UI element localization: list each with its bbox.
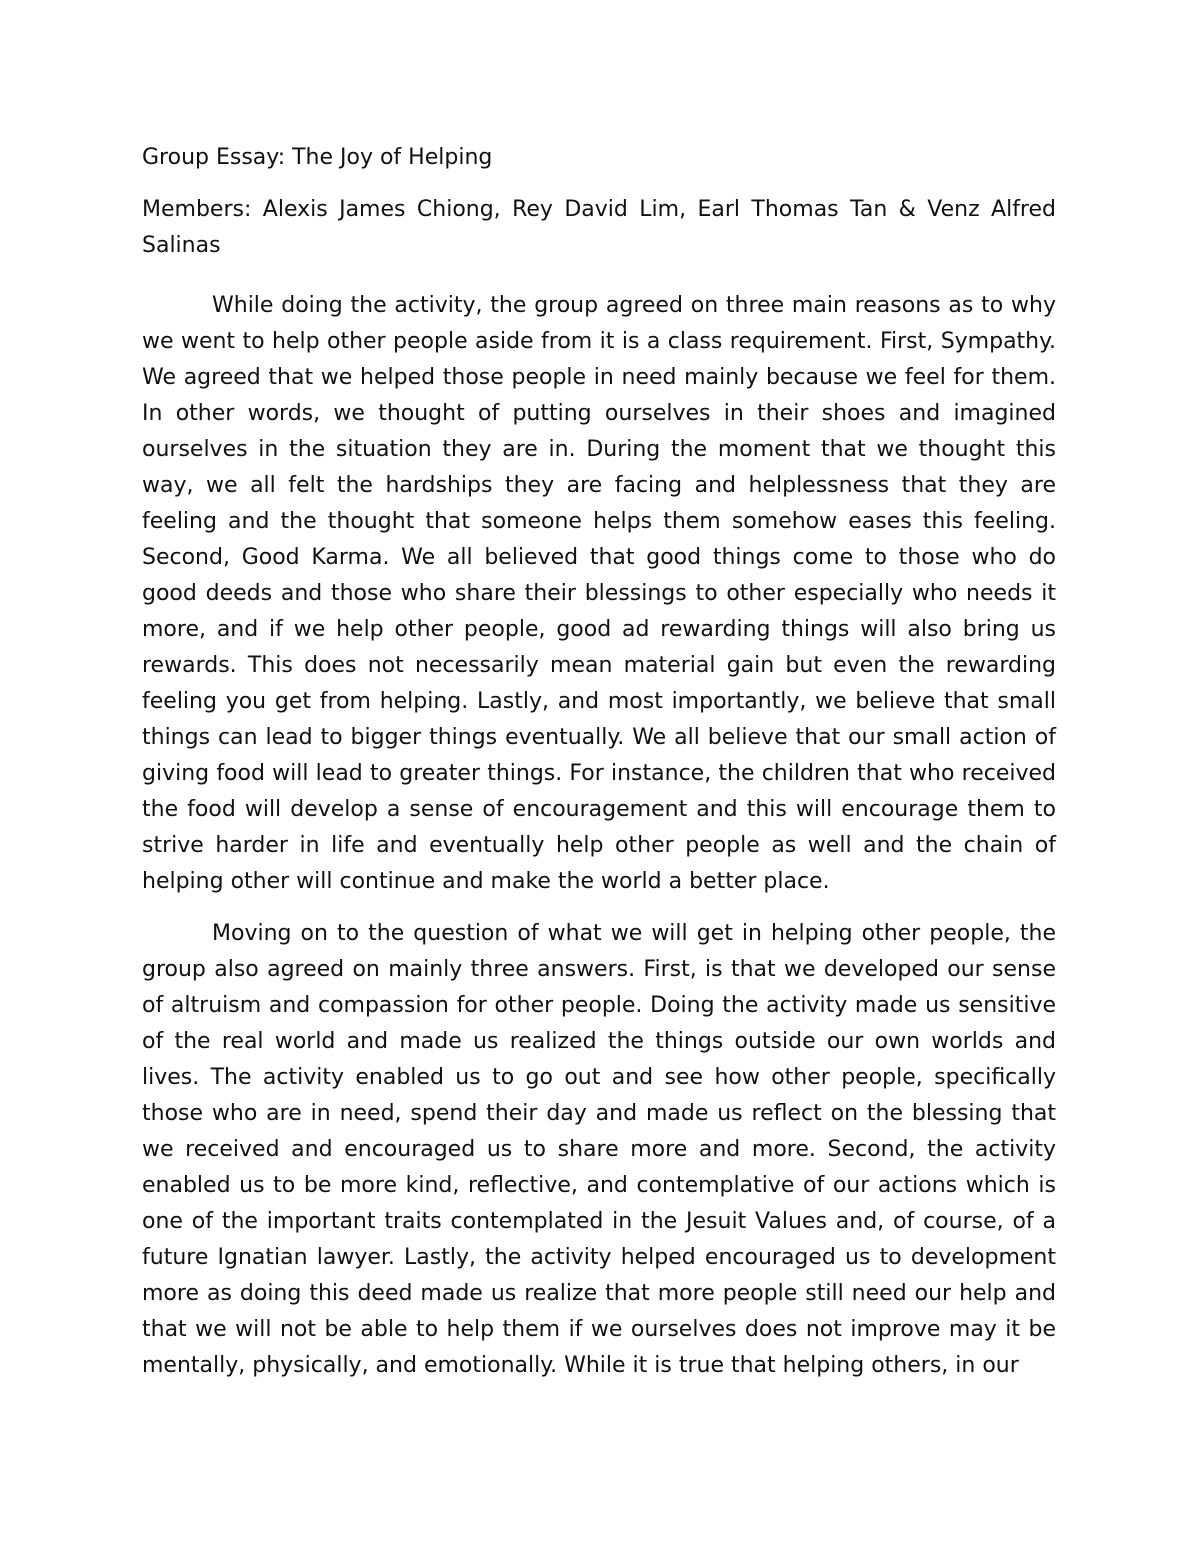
paragraph-reasons: While doing the activity, the group agreed on three main reasons as to why we went to help other people aside from it is a class requirement. First, Sympathy. We agreed that we helped those people in need mainly because we feel for them. In other words, we thought of putting ourselves in their shoes and imagined ourselves in the situation they are in. During the moment that we thought this way, we all felt the hardships they are facing and helplessness that they are feeling and the thought that someone helps them somehow eases this feeling. Second, Good Karma. We all believed that good things come to those who do good deeds and those who share their blessings to other especially who needs it more, and if we help other people, good ad rewarding things will also bring us rewards. This does not necessarily mean material gain but even the rewarding feeling you get from helping. Lastly, and most importantly, we believe that small things can lead to bigger things eventually. We all believe that our small action of giving food will lead to greater things. For instance, the children that who received the food will develop a sense of encouragement and this will encourage them to strive harder in life and eventually help other people as well and the chain of helping other will continue and make the world a better place. xyxy=(142,293,1056,894)
members-line: Members: Alexis James Chiong, Rey David Lim, Earl Thomas Tan & Venz Alfred Salinas xyxy=(142,197,1056,258)
document-body xyxy=(142,140,1056,1384)
essay-title: Group Essay: The Joy of Helping xyxy=(142,145,493,170)
paragraph-benefits: Moving on to the question of what we will get in helping other people, the group also agreed on mainly three answers. First, is that we developed our sense of altruism and compassion for other people. Doing the activity made us sensitive of the real world and made us realized the things outside our own worlds and lives. The activity enabled us to go out and see how other people, specifically those who are in need, spend their day and made us reflect on the blessing that we received and encouraged us to share more and more. Second, the activity enabled us to be more kind, reflective, and contemplative of our actions which is one of the important traits contemplated in the Jesuit Values and, of course, of a future Ignatian lawyer. Lastly, the activity helped encouraged us to development more as doing this deed made us realize that more people still need our help and that we will not be able to help them if we ourselves does not improve may it be mentally, physically, and emotionally. While it is true that helping others, in our xyxy=(142,921,1056,1378)
